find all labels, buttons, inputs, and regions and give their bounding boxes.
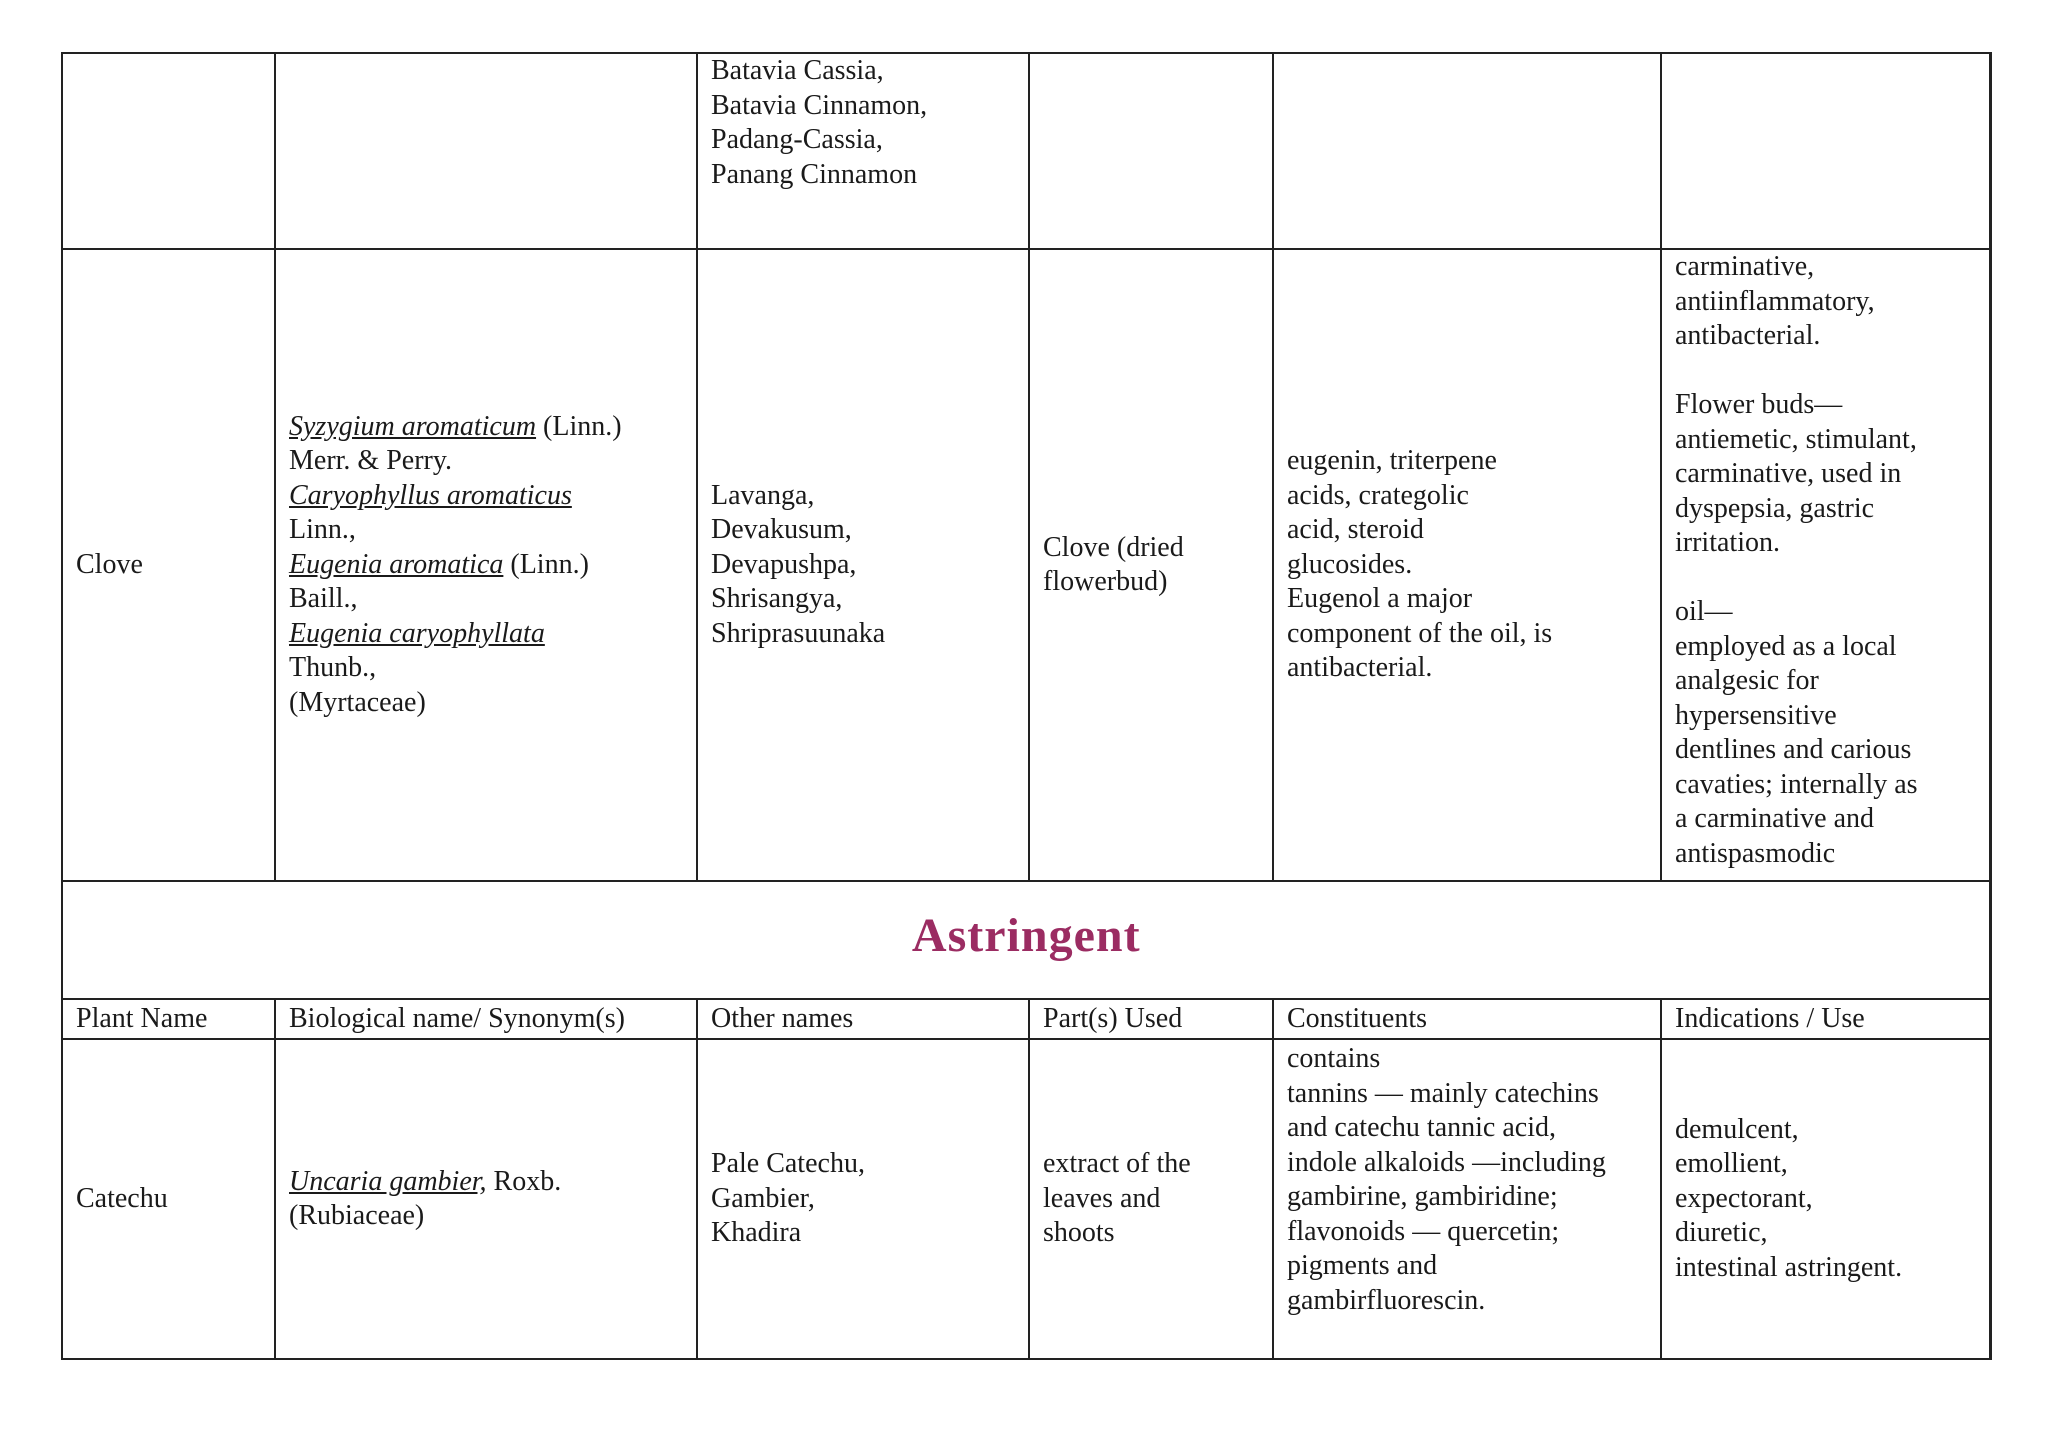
indications-line: emollient, [1675, 1148, 1788, 1180]
bio-rest: Linn., [289, 514, 356, 546]
bio-rest: (Linn.) [536, 410, 622, 442]
herbal-table [61, 52, 1992, 1360]
parts-line: Clove (dried [1043, 531, 1184, 563]
constituents-line: glucosides. [1287, 548, 1413, 580]
other-name-line: Khadira [711, 1217, 802, 1249]
plant-name: Clove [76, 548, 143, 580]
bio-italic: Caryophyllus aromaticus [289, 479, 572, 511]
bio-line [289, 513, 684, 548]
bio-rest: (Myrtaceae) [289, 686, 426, 718]
header-other-names: Other names [697, 999, 1029, 1039]
indications-line: a carminative and [1675, 803, 1875, 834]
constituents-cell [1273, 249, 1661, 881]
bio-line: (Rubiaceae) [289, 1200, 425, 1231]
other-name-line: Devapushpa, [711, 548, 857, 580]
other-name-line: Devakusum, [711, 514, 852, 546]
paragraph-gap [1675, 354, 1977, 389]
bio-line [289, 686, 684, 721]
bio-line [289, 479, 684, 514]
constituents-line: gambirine, gambiridine; [1287, 1181, 1558, 1212]
bio-italic: Syzygium aromaticum [289, 410, 537, 442]
constituents-line: gambirfluorescin. [1287, 1284, 1486, 1316]
indications-line: hypersensitive [1675, 699, 1837, 731]
bio-rest: Thunb., [289, 652, 377, 684]
other-name-line: Batavia Cinnamon, [711, 89, 928, 121]
indications-line: diuretic, [1675, 1217, 1768, 1249]
bio-rest: Baill., [289, 583, 358, 615]
constituents-line: flavonoids — quercetin; [1287, 1215, 1560, 1247]
indications-line: carminative, [1675, 251, 1815, 282]
bio-line [289, 617, 684, 652]
header-plant-name: Plant Name [62, 999, 275, 1039]
indications-line: demulcent, [1675, 1113, 1799, 1145]
header-constituents: Constituents [1273, 999, 1661, 1039]
constituents-line: acids, crategolic [1287, 479, 1469, 511]
plant-name-cell [62, 53, 275, 249]
parts-line: extract of the [1043, 1148, 1191, 1180]
other-name-line: Pale Catechu, [711, 1148, 865, 1180]
bio-rest: Roxb. [486, 1165, 562, 1197]
header-parts-used: Part(s) Used [1029, 999, 1273, 1039]
other-name-line: Shriprasuunaka [711, 617, 886, 649]
bio-line [289, 410, 684, 445]
constituents-cell [1273, 53, 1661, 249]
indications-line: antiemetic, stimulant, [1675, 423, 1917, 455]
constituents-cell [1273, 1039, 1661, 1359]
table-row [62, 249, 1990, 881]
constituents-line: and catechu tannic acid, [1287, 1112, 1556, 1143]
indications-line: Flower buds— [1675, 389, 1843, 420]
bio-italic: Eugenia aromatica [289, 548, 504, 580]
indications-line: oil— [1675, 596, 1733, 627]
parts-used-cell [1029, 249, 1273, 881]
constituents-line: eugenin, triterpene [1287, 445, 1497, 477]
bio-line [289, 548, 684, 583]
bio-line [289, 444, 684, 479]
indications-cell [1661, 249, 1990, 881]
bio-name-cell [275, 249, 697, 881]
indications-line: dyspepsia, gastric [1675, 492, 1875, 524]
plant-name-cell [62, 1039, 275, 1359]
table-row [62, 53, 1990, 249]
other-name-line: Padang-Cassia, [711, 124, 883, 155]
indications-line: antibacterial. [1675, 320, 1821, 351]
header-row [62, 999, 1990, 1039]
indications-line: carminative, used in [1675, 458, 1902, 489]
bio-name-cell [275, 53, 697, 249]
constituents-line: Eugenol a major [1287, 583, 1473, 615]
bio-line [289, 651, 684, 686]
bio-rest: (Linn.) [503, 548, 589, 580]
other-name-line: Gambier, [711, 1182, 815, 1214]
other-name-line: Shrisangya, [711, 583, 843, 615]
plant-name-cell [62, 249, 275, 881]
constituents-line: acid, steroid [1287, 514, 1424, 546]
constituents-line: tannins — mainly catechins [1287, 1077, 1599, 1109]
indications-line: antispasmodic [1675, 837, 1836, 869]
parts-used-cell [1029, 1039, 1273, 1359]
other-name-line: Lavanga, [711, 479, 815, 511]
bio-line [289, 1165, 684, 1200]
parts-used-cell [1029, 53, 1273, 249]
other-names-cell [697, 1039, 1029, 1359]
indications-line: antiinflammatory, [1675, 285, 1875, 317]
indications-line: employed as a local [1675, 630, 1897, 662]
indications-cell [1661, 53, 1990, 249]
table-row [62, 1039, 1990, 1359]
other-names-cell [697, 249, 1029, 881]
indications-line: dentlines and carious [1675, 734, 1912, 765]
constituents-line: contains [1287, 1043, 1381, 1074]
constituents-line: antibacterial. [1287, 652, 1433, 684]
paragraph-gap [1675, 561, 1977, 596]
other-name-line: Batavia Cassia, [711, 55, 884, 86]
other-names-cell [697, 53, 1029, 249]
section-heading-cell [62, 881, 1990, 999]
parts-line: shoots [1043, 1217, 1115, 1249]
constituents-line: pigments and [1287, 1250, 1438, 1281]
indications-line: irritation. [1675, 527, 1780, 558]
header-indications: Indications / Use [1661, 999, 1990, 1039]
indications-line: analgesic for [1675, 665, 1819, 696]
section-title: Astringent [911, 909, 1141, 963]
bio-name-cell [275, 1039, 697, 1359]
parts-line: flowerbud) [1043, 566, 1168, 597]
bio-line [289, 582, 684, 617]
header-bio-name: Biological name/ Synonym(s) [275, 999, 697, 1039]
indications-cell [1661, 1039, 1990, 1359]
indications-line: intestinal astringent. [1675, 1251, 1903, 1283]
bio-italic: Uncaria gambier, [289, 1165, 487, 1197]
constituents-line: indole alkaloids —including [1287, 1146, 1606, 1178]
other-name-line: Panang Cinnamon [711, 158, 918, 190]
bio-rest: Merr. & Perry. [289, 445, 453, 477]
indications-line: expectorant, [1675, 1182, 1813, 1214]
indications-line: cavaties; internally as [1675, 768, 1918, 800]
parts-line: leaves and [1043, 1182, 1161, 1214]
plant-name: Catechu [76, 1182, 168, 1214]
constituents-line: component of the oil, is [1287, 617, 1553, 649]
section-row [62, 881, 1990, 999]
bio-italic: Eugenia caryophyllata [289, 617, 545, 649]
